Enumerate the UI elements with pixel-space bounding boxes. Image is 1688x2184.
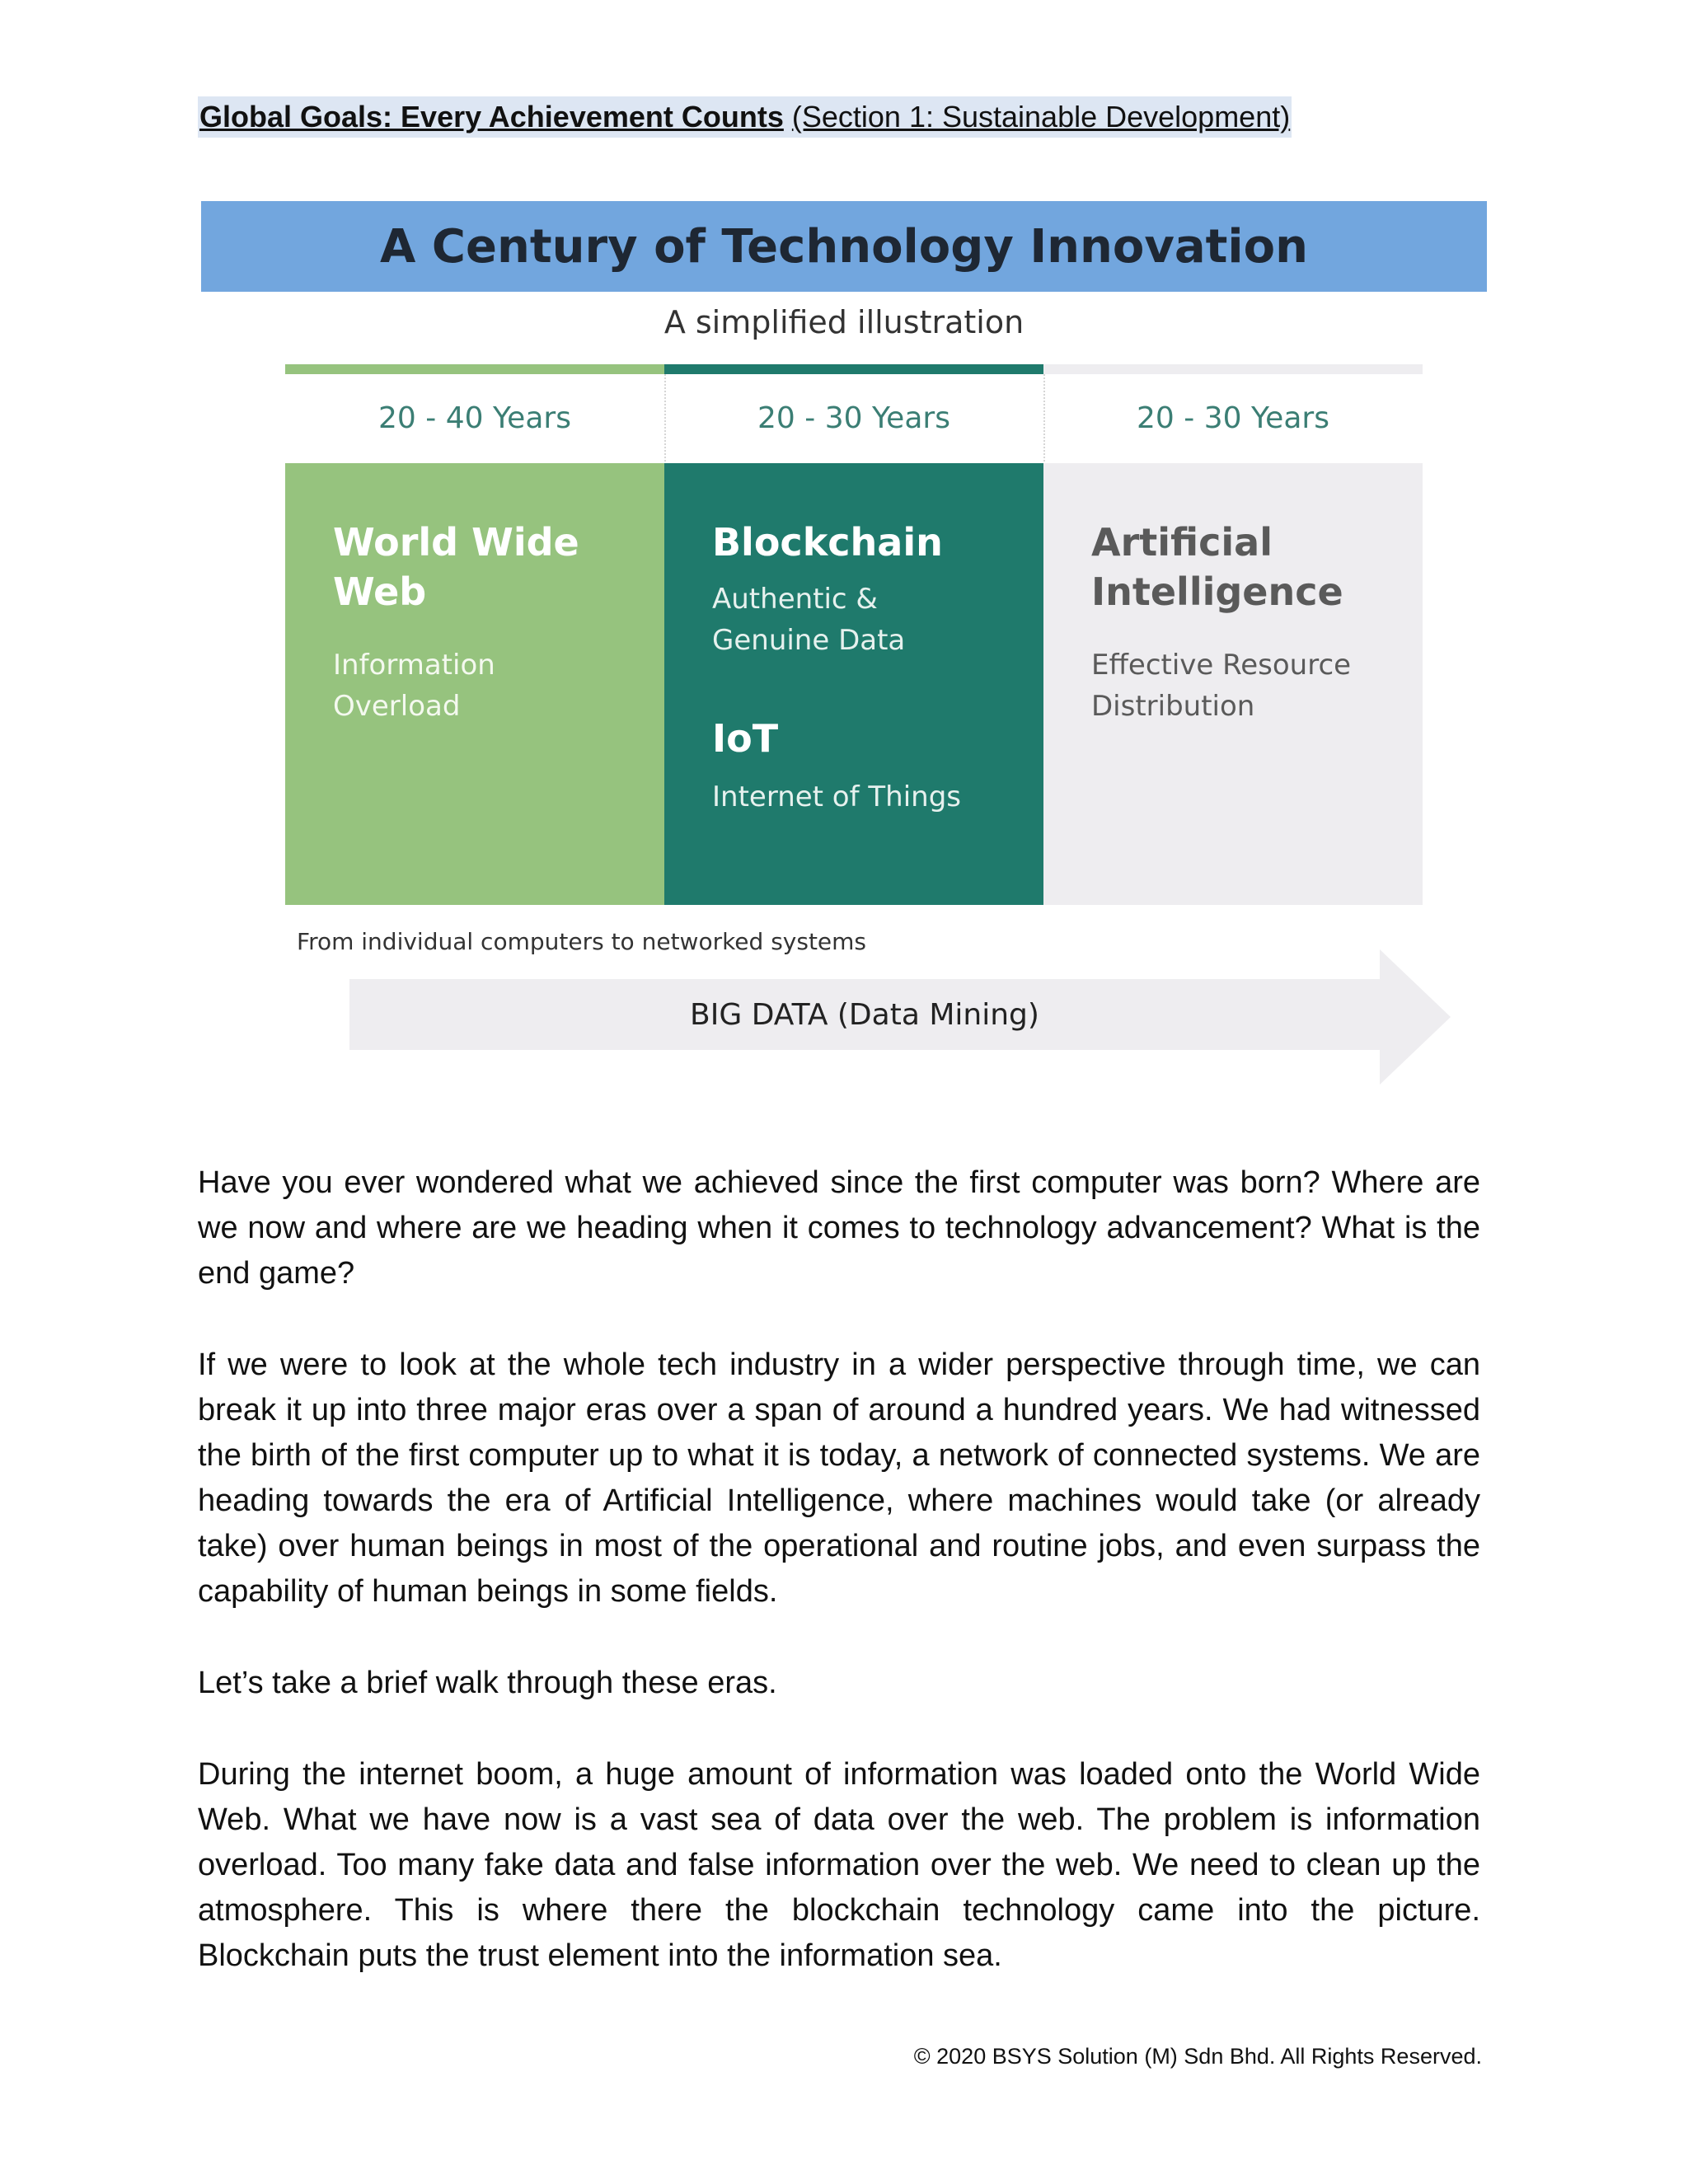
era-top-bar — [664, 364, 1043, 374]
header-title: Global Goals: Every Achievement Counts — [199, 100, 784, 134]
paragraph: If we were to look at the whole tech industry in a wider perspective through time, we can break it up into three major eras over a span of around a hundred years. We had witnessed the birth of the first computer up to what it is today, a network of connected systems. We are heading towards the era of Artificial Intelligence, where machines would take (or already take) over human beings in most of the operational and routine jobs, and even surpass the capability of human beings in some fields. — [198, 1347, 1480, 1609]
column-divider — [664, 374, 666, 462]
column-divider — [1043, 374, 1045, 462]
paragraph: Have you ever wondered what we achieved since the first computer was born? Where are we now and where are we heading when it comes to technology advancement? What is the end game? — [198, 1165, 1480, 1291]
infographic-subtitle: A simplified illustration — [663, 304, 1025, 340]
era-artificial-intelligence — [1043, 364, 1423, 905]
timeline-caption: From individual computers to networked systems — [297, 928, 867, 955]
big-data-arrow: BIG DATA (Data Mining) — [349, 979, 1380, 1050]
paragraph: During the internet boom, a huge amount of information was loaded onto the World Wide Web. What we have now is a vast sea of data over the web. The problem is information overload. Too many fake data and false information over the web. We need to clean up the atmosphere. This is where there the blockchain technology came into the picture. Blockchain puts the trust element into the information sea. — [198, 1757, 1480, 1973]
era-title: Artificial Intelligence — [1091, 520, 1343, 614]
era-title: World Wide Web — [333, 520, 579, 614]
paragraph: Let’s take a brief walk through these eras. — [198, 1666, 777, 1700]
arrow-head-icon — [1380, 949, 1451, 1085]
article-body — [198, 1160, 1480, 2025]
era-blockchain-iot — [664, 364, 1043, 905]
era-box — [1043, 463, 1423, 905]
era-title: Blockchain — [712, 520, 943, 565]
era-world-wide-web — [285, 364, 664, 905]
era-description-secondary: Internet of Things — [712, 780, 961, 813]
copyright-footer: © 2020 BSYS Solution (M) Sdn Bhd. All Rights Reserved. — [913, 2044, 1482, 2069]
era-box — [664, 463, 1043, 905]
era-description: Effective Resource Distribution — [1091, 649, 1352, 723]
era-box — [285, 463, 664, 905]
era-top-bar — [285, 364, 664, 374]
era-description: Authentic & Genuine Data — [712, 583, 906, 657]
era-years: 20 - 40 Years — [285, 374, 664, 462]
era-years: 20 - 30 Years — [664, 374, 1043, 462]
infographic-title: A Century of Technology Innovation — [201, 201, 1487, 292]
era-top-bar — [1043, 364, 1423, 374]
era-title-secondary: IoT — [712, 716, 779, 761]
era-years: 20 - 30 Years — [1043, 374, 1423, 462]
header-section: (Section 1: Sustainable Development) — [791, 100, 1291, 134]
era-description: Information Overload — [333, 649, 495, 723]
document-header — [198, 96, 1292, 138]
technology-infographic — [201, 201, 1487, 1091]
